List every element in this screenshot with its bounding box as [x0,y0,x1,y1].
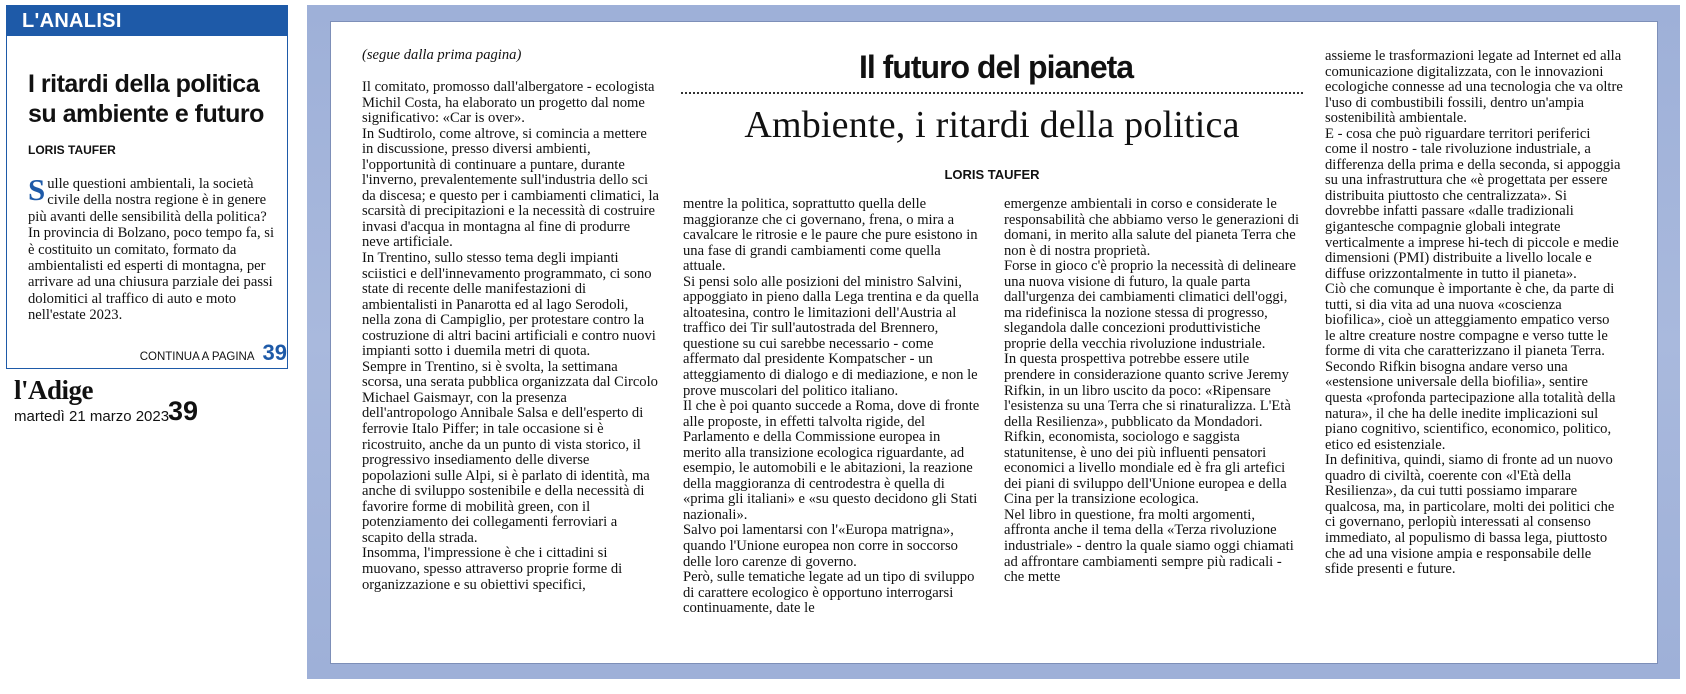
paragraph: Forse in gioco c'è proprio la necessità di delineare una nuova visione di futuro, la quale parta dall'urgenza dei cambiamenti climatici dell'oggi, ma ridefinisca la nozione stessa di progresso, slegandola dalle concezioni produttivistiche proprie della vecchia rivoluzione industriale. [1004,258,1296,352]
paragraph: In questa prospettiva potrebbe essere utile prendere in considerazione quanto scrive Jeremy Rifkin, in un libro uscito da poco: «Ripensare l'esistenza su una Terra che si rinaturalizza. L'Età della Resilienza», pubblicato da Mondadori. Rifkin, economista, sociologo e saggista statunitense, è uno dei più influenti pensatori economici a livello mondiale ed è fra gli artefici dei piani di sviluppo dell'Unione europea e della Cina per la transizione ecologica. [1004,351,1291,508]
paragraph: E - cosa che può riguardare territori periferici come il nostro - tale rivoluzione industriale, a differenza della prima e della seconda, si appoggia su una infrastruttura che «è progettata per essere distribuita piuttosto che centralizzata». Si dovrebbe infatti passare «dalle tradizionali gigantesche compagnie globali integrate verticalmente a imprese hi-tech di piccole e medie dimensioni (PMI) distribuite a livello locale e diffuse orizzontalmente in tutto il pianeta». [1325,125,1621,282]
article-column-4 [1325,49,1623,578]
paragraph: Salvo poi lamentarsi con l'«Europa matrigna», quando l'Unione europea non corre in soccorso delle loro carenze di governo. [683,522,958,570]
drop-cap: S [28,172,46,207]
article-headline: Ambiente, i ritardi della politica [744,104,1240,146]
teaser-lead-text: ulle questioni ambientali, la società civile della nostra regione è in genere più avanti delle sensibilità della politica? [28,176,267,225]
teaser-author: LORIS TAUFER [28,143,116,157]
article-column-3 [1004,197,1302,586]
newspaper-masthead: l'Adige [14,375,94,405]
continuation-note: (segue dalla prima pagina) [362,47,522,63]
analysis-teaser-box [6,5,288,369]
paragraph: Però, sulle tematiche legate ad un tipo di sviluppo di carattere ecologico è opportuno interrogarsi continuamente, date le [683,569,975,617]
teaser-title[interactable]: I ritardi della politica su ambiente e futuro [28,70,264,128]
publication-date: martedì 21 marzo 2023 [14,408,170,425]
paragraph: emergenze ambientali in corso e considerate le responsabilità che abbiamo verso le generazioni di domani, in merito alla salute del pianeta Terra che non è di nostra proprietà. [1004,196,1300,259]
paragraph: Il che è poi quanto succede a Roma, dove di fronte alle proposte, in effetti talvolta rigide, del Parlamento e della Commissione europea in merito alla transizione ecologica riguardante, ad esempio, le automobili e le abitazioni, la reazione della maggioranza di centrodestra è quella di «prima gli italiani» e «su questo decidono gli Stati nazionali». [683,398,980,523]
continue-link[interactable] [140,340,287,366]
article-kicker: Il futuro del pianeta [858,49,1134,85]
section-tag: L'ANALISI [7,6,287,36]
article-byline: LORIS TAUFER [944,167,1040,182]
paragraph: In definitiva, quindi, siamo di fronte ad un nuovo quadro di civiltà, coerente con «l'Età della Resilienza», da cui tutti possiamo imparare qualcosa, ma, in particolare, molti dei politici che ci governano, perlopiù interessati al consenso immediato, al populismo di bassa lega, piuttosto che ad una visione ampia e responsabile delle sfide presenti e future. [1325,452,1615,578]
article-column-2 [683,197,981,617]
paragraph: mentre la politica, soprattutto quella delle maggioranze che ci governano, frena, o mira a cavalcare le ritrosie e le paure che pure esistono in una fase di grandi cambiamenti come quella attuale. [683,196,978,275]
article-page [330,21,1658,664]
continue-page-number: 39 [262,340,287,365]
page-number: 39 [168,396,199,426]
teaser-paragraph: In provincia di Bolzano, poco tempo fa, si è costituito un comitato, formato da ambientalisti ed esperti di montagna, per arrivare ad una chiusura parziale dei passi dolomitici al traffico di auto e moto nell'estate 2023. [28,225,275,324]
dotted-divider [681,92,1303,94]
paragraph: Si pensi solo alle posizioni del ministro Salvini, appoggiato in pieno dalla Lega trentina e da quella altoatesina, contro le limitazioni dell'Austria al traffico dei Tir sull'autostrada del Brennero, questione su cui sarebbe necessario - come affermato dal presidente Kompatscher - un atteggiamento di dialogo e di mediazione, e non le prove muscolari del politico italiano. [683,273,979,399]
paragraph: Nel libro in questione, fra molti argomenti, affronta anche il tema della «Terza rivoluzione industriale» - dentro la quale siamo oggi chiamati ad affrontare cambiamenti sempre più radicali - che mette [1004,506,1294,586]
article-column-1 [362,80,660,593]
paragraph: Ciò che comunque è importante è che, da parte di tutti, si dia vita ad una nuova «coscienza biofilica», cioè un atteggiamento empatico verso le altre creature nostre compagne e verso tutte le forme di vita che caratterizzano il pianeta Terra. Secondo Rifkin bisogna andare verso una «estensione universale della biofilia», sentire questa «profonda partecipazione alla totalità della natura», il che ha delle inedite implicazioni sul piano cognitivo, scientifico, economico, politico, etico ed esistenziale. [1325,281,1616,453]
paragraph: In Trentino, sullo stesso tema degli impianti sciistici e dell'innevamento programmato, ci sono state di recente delle manifestazioni di ambientalisti in Panarotta ed al lago Serodoli, nella zona di Campiglio, per protestare contro la costruzione di altri bacini artificiali e contro nuovi impianti sotto i duemila metri di quota. [362,250,656,360]
paragraph: Il comitato, promosso dall'albergatore - ecologista Michil Costa, ha elaborato un progetto dal nome significativo: «Car is over». [362,79,655,127]
paragraph: assieme le trasformazioni legate ad Internet ed alla comunicazione digitalizzata, con le innovazioni ecologiche connesse ad una tecnologia che va oltre l'uso di combustibili fossili, dentro un'ampia sostenibilità ambientale. [1325,48,1623,127]
teaser-text [28,172,277,324]
paragraph: Insomma, l'impressione è che i cittadini si muovano, spesso attraverso proprie forme di organizzazione e su obiettivi specifici, [362,545,623,593]
paragraph: Sempre in Trentino, si è svolta, la settimana scorsa, una serata pubblica organizzata dal Circolo Michael Gaismayr, con la presenza dell'antropologo Annibale Salsa e dell'esperto di ferrovie Italo Piffer; in tale occasione si è ricostruito, anche da un punto di vista storico, il progressivo insediamento delle diverse popolazioni sulle Alpi, si è parlato di identità, ma anche di sviluppo sostenibile e della necessità di favorire forme di mobilità green, con il potenziamento dei collegamenti ferroviari a scapito della strada. [362,358,658,546]
teaser-lead [28,172,277,225]
paragraph: In Sudtirolo, come altrove, si comincia a mettere in discussione, presso diversi ambienti, l'opportunità di continuare a puntare, durante l'inverno, prevalentemente sull'industria dello sci da discesa; e questo per i cambiamenti climatici, la scarsità di precipitazioni e la necessità di costruire invasi d'acqua in montagna al fine di produrre neve artificiale. [362,125,660,251]
continue-label: CONTINUA A PAGINA [139,351,255,363]
